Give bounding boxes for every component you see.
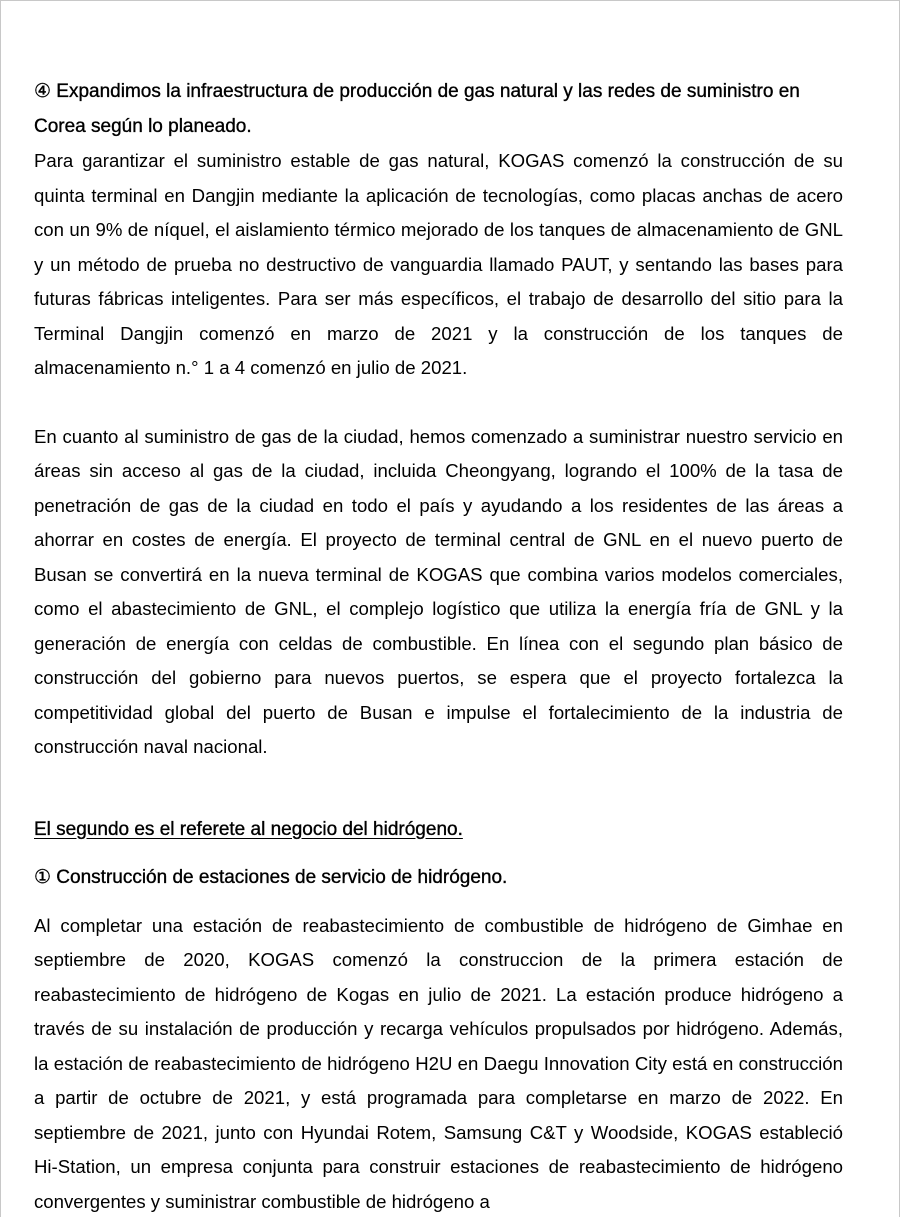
- document-body: [34, 75, 843, 1217]
- paragraph-spacer: [34, 386, 843, 420]
- heading-spacer: [34, 895, 843, 909]
- section-spacer: [34, 765, 843, 813]
- subheading-hydrogen-stations: ① Construcción de estaciones de servicio de hidrógeno.: [34, 866, 508, 888]
- heading-spacer: [34, 847, 843, 861]
- paragraph-terminal-construction: Para garantizar el suministro estable de gas natural, KOGAS comenzó la construcción de su quinta terminal en Dangjin mediante la aplicación de tecnologías, como placas anchas de acero con un 9% de níquel, el aislamiento térmico mejorado de los tanques de almacenamiento de GNL y un método de prueba no destructivo de vanguardia llamado PAUT, y sentando las bases para futuras fábricas inteligentes. Para ser más específicos, el trabajo de desarrollo del sitio para la Terminal Dangjin comenzó en marzo de 2021 y la construcción de los tanques de almacenamiento n.° 1 a 4 comenzó en julio de 2021.: [34, 150, 843, 378]
- paragraph-hydrogen-stations: Al completar una estación de reabastecimiento de combustible de hidrógeno de Gimhae en septiembre de 2020, KOGAS comenzó la construccion de la primera estación de reabastecimiento de hidrógeno de Kogas en julio de 2021. La estación produce hidrógeno a través de su instalación de producción y recarga vehículos propulsados por hidrógeno. Además, la estación de reabastecimiento de hidrógeno H2U en Daegu Innovation City está en construcción a partir de octubre de 2021, y está programada para completarse en marzo de 2022. En septiembre de 2021, junto con Hyundai Rotem, Samsung C&T y Woodside, KOGAS estableció Hi-Station, un empresa conjunta para construir estaciones de reabastecimiento de hidrógeno convergentes y suministrar combustible de hidrógeno a: [34, 914, 843, 1212]
- section-title-hydrogen: El segundo es el referete al negocio del hidrógeno.: [34, 818, 463, 840]
- section-heading-infrastructure: ④ Expandimos la infraestructura de producción de gas natural y las redes de suministro en Corea según lo planeado.: [34, 81, 800, 137]
- paragraph-city-gas-supply: En cuanto al suministro de gas de la ciudad, hemos comenzado a suministrar nuestro servicio en áreas sin acceso al gas de la ciudad, incluida Cheongyang, logrando el 100% de la tasa de penetración de gas de la ciudad en todo el país y ayudando a los residentes de las áreas a ahorrar en costes de energía. El proyecto de terminal central de GNL en el nuevo puerto de Busan se convertirá en la nueva terminal de KOGAS que combina varios modelos comerciales, como el abastecimiento de GNL, el complejo logístico que utiliza la energía fría de GNL y la generación de energía con celdas de combustible. En línea con el segundo plan básico de construcción del gobierno para nuevos puertos, se espera que el proyecto fortalezca la competitividad global del puerto de Busan e impulse el fortalecimiento de la industria de construcción naval nacional.: [34, 425, 843, 757]
